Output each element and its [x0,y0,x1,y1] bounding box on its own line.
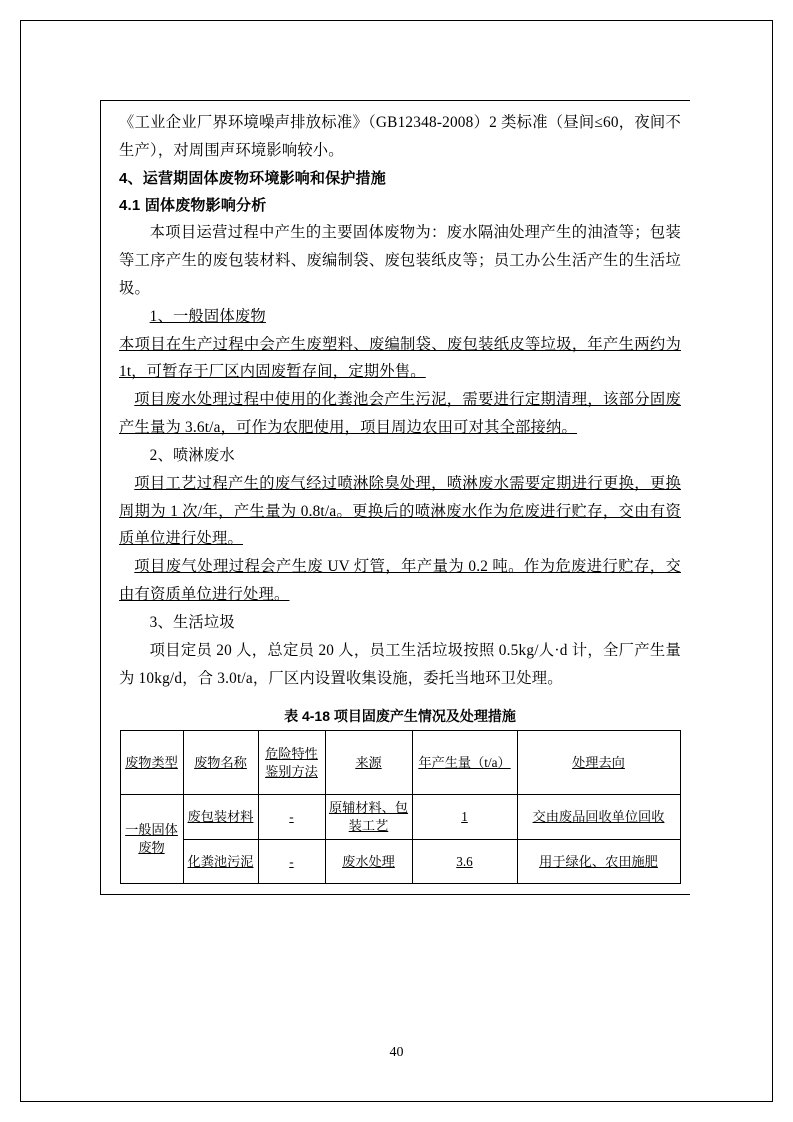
cell-disposal: 交由废品回收单位回收 [517,795,680,840]
paragraph-uv-lamp: 项目废气处理过程会产生废 UV 灯管，年产量为 0.2 吨。作为危废进行贮存，交由有资质单位进行处理。 [119,558,681,604]
heading-solid-waste-section: 4、运营期固体废物环境影响和保护措施 [119,169,386,187]
cell-source: 废水处理 [325,839,412,883]
content-inner [119,109,681,884]
cell-disposal: 用于绿化、农田施肥 [517,839,680,883]
heading-solid-waste-analysis: 4.1 固体废物影响分析 [119,196,267,214]
table-row [120,795,680,840]
cell-source: 原辅材料、包装工艺 [325,795,412,840]
page-number: 40 [389,1045,404,1060]
paragraph-domestic-garbage-title: 3、生活垃圾 [149,613,235,631]
header-waste-name: 废物名称 [183,731,258,795]
table-caption: 表 4-18 项目固废产生情况及处理措施 [284,708,516,725]
cell-waste-type: 一般固体废物 [120,795,183,884]
paragraph-spray-wastewater-body: 项目工艺过程产生的废气经过喷淋除臭处理，喷淋废水需要定期进行更换，更换周期为 1 次/年，产生量为 0.8t/a。更换后的喷淋废水作为危废进行贮存，交由有资质单位进行处理。 [119,474,681,548]
cell-amount: 3.6 [412,839,517,883]
cell-hazard: - [258,795,325,840]
cell-waste-name: 化粪池污泥 [183,839,258,883]
paragraph-main-solid-waste: 本项目运营过程中产生的主要固体废物为：废水隔油处理产生的油渣等；包装等工序产生的废包装材料、废编制袋、废包装纸皮等；员工办公生活产生的生活垃圾。 [119,224,681,297]
solid-waste-table [120,730,681,884]
paragraph-general-solid-waste-body: 本项目在生产过程中会产生废塑料、废编制袋、废包装纸皮等垃圾，年产生两约为 1t，可暂存于厂区内固废暂存间，定期外售。 [119,335,681,381]
header-disposal: 处理去向 [517,731,680,795]
cell-hazard: - [258,839,325,883]
table-header-row [120,731,680,795]
cell-amount: 1 [412,795,517,840]
table-row [120,839,680,883]
paragraph-spray-wastewater-title: 2、喷淋废水 [149,446,235,464]
header-annual-amount: 年产生量（t/a） [412,731,517,795]
paragraph-sludge: 项目废水处理过程中使用的化粪池会产生污泥，需要进行定期清理，该部分固废产生量为 3.6t/a，可作为农肥使用，项目周边农田可对其全部接纳。 [119,391,681,437]
paragraph-general-solid-waste-title: 1、一般固体废物 [149,307,266,325]
header-hazard-identification: 危险特性鉴别方法 [258,731,325,795]
content-frame [100,100,690,895]
cell-waste-name: 废包装材料 [183,795,258,840]
paragraph-domestic-garbage-body: 项目定员 20 人，总定员 20 人，员工生活垃圾按照 0.5kg/人·d 计，全厂产生量为 10kg/d，合 3.0t/a，厂区内设置收集设施，委托当地环卫处理。 [119,641,681,687]
header-source: 来源 [325,731,412,795]
header-waste-type: 废物类型 [120,731,183,795]
paragraph-noise-standard: 《工业企业厂界环境噪声排放标准》（GB12348-2008）2 类标准（昼间≤60，夜间不生产），对周围声环境影响较小。 [119,114,681,159]
